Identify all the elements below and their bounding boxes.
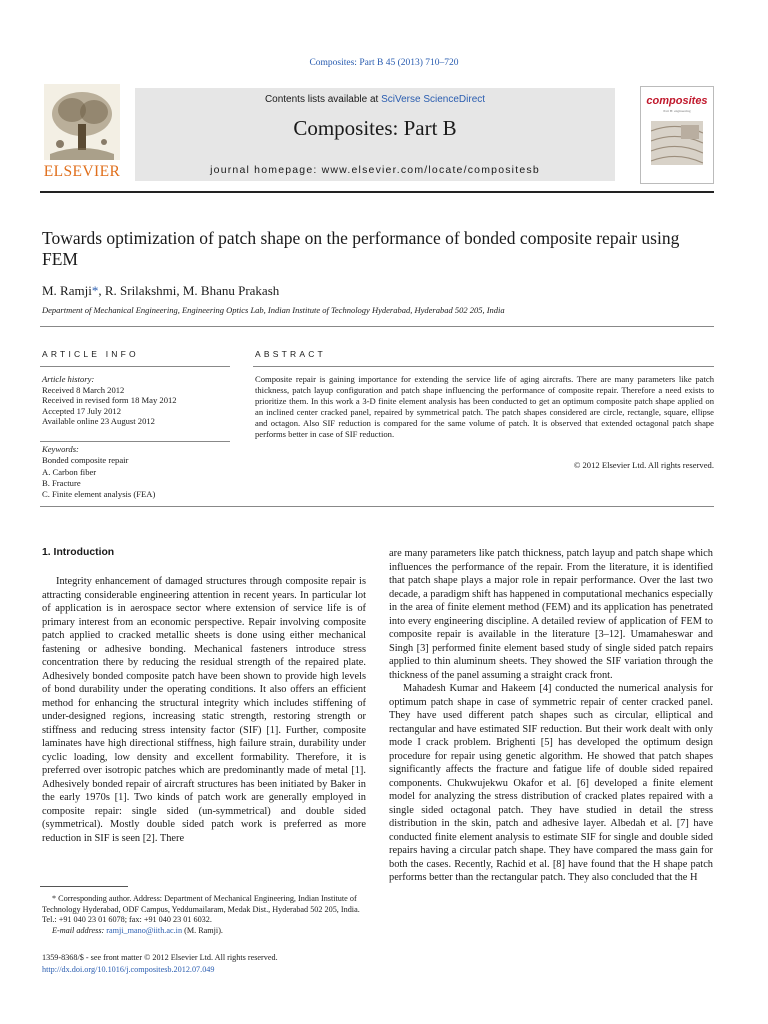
page-footer xyxy=(42,952,372,976)
email-link[interactable]: ramji_mano@iith.ac.in xyxy=(106,926,183,936)
keywords-divider xyxy=(40,441,230,442)
paper-title: Towards optimization of patch shape on the performance of bonded composite repair using FEM xyxy=(42,228,680,269)
sciencedirect-link[interactable]: SciVerse ScienceDirect xyxy=(381,94,486,105)
footnote-mark: * xyxy=(52,894,57,903)
body-paragraph: Integrity enhancement of damaged structures through composite repair is attracting considerable engineering attention in recent years. In particular lot of application is in aerospace sector where extension of service life is of primary interest from an economic perspective. Repair involving composite patch applied to cracked metallic sheets is done using either mechanical fastening or adhesive bonding. Mechanical fasteners introduce stress concentration there by reducing the residual strength of the repaired plate. Adhesively bonded composite patch have been shown to provide high levels of bond durability under the operating conditions. It also offers an efficient method for enhancing the structural integrity which includes stiffening of under-designed regions, increasing static strength, restoring strength or stiffness and reducing stress intensity factor (SIF) [1]. Further, composite laminates have high directional stiffness, high failure strain, durability under cyclic loading, low density and excellent formability. Therefore, it is preferred over isotropic patches which are predominantly made of metal [1]. Adhesively bonded repair of aircraft structures has been initiated by Baker in the early 1970s [1]. Two kinds of patch work are generally employed in composite repair: single sided (un-symmetrical) and double sided (symmetrical). Mostly double sided patch work is preferred as more reduction in SIF is seen [2]. There xyxy=(42,576,366,844)
author-list xyxy=(42,283,279,299)
journal-citation[interactable]: Composites: Part B 45 (2013) 710–720 xyxy=(309,58,459,68)
author-affiliation: Department of Mechanical Engineering, Engineering Optics Lab, Indian Institute of Technology Hyderabad, Hyderabad 502 205, India xyxy=(42,305,505,315)
article-info-divider xyxy=(40,366,230,367)
cover-image-icon xyxy=(651,121,703,165)
elsevier-wordmark: ELSEVIER xyxy=(43,163,121,180)
keyword-item: Bonded composite repair xyxy=(42,455,129,466)
contents-prefix: Contents lists available at xyxy=(264,94,382,105)
history-item: Accepted 17 July 2012 xyxy=(42,405,121,416)
cover-subtitle: Part B: engineering xyxy=(663,109,691,113)
body-paragraph: are many parameters like patch thickness, patch layup and patch shape which influences the performance of the repair. From the literature, it is identified that patch shape plays a major role in repair performance. Over the last two decade, a paradigm shift has happened in computational mechanics especially in the area of finite element method (FEM) and its application has penetrated into every engineering discipline. A detailed review of application of FEM to composite repair is available in the literature [3–12]. Umamaheswar and Singh [3] performed finite element based study of single sided patch repairs applied to thin aluminum sheets. They showed the SIF variation through the thickness of the panel assuming a straight crack front. xyxy=(389,548,713,681)
author-others: , R. Srilakshmi, M. Bhanu Prakash xyxy=(98,283,280,298)
footnote-corresponding xyxy=(42,894,372,926)
footnote-text: Corresponding author. Address: Department of Mechanical Engineering, Indian Institute of Technology Hyderabad, ODF Campus, Yeddumailaram, Medak Dist., Hyderabad 502 205, India. Tel.: +91 040 23 01 6078; fax: +91 040 23 01 6032. xyxy=(42,894,360,925)
keyword-item: A. Carbon fiber xyxy=(42,466,97,477)
author-primary: M. Ramji xyxy=(42,283,92,298)
body-column-right xyxy=(389,547,713,885)
corresponding-author-mark[interactable]: * xyxy=(91,283,99,298)
keyword-item: B. Fracture xyxy=(42,477,81,488)
doi-link[interactable]: http://dx.doi.org/10.1016/j.compositesb.2012.07.049 xyxy=(42,965,215,974)
corresponding-author-footnote xyxy=(42,894,372,937)
abstract-heading: ABSTRACT xyxy=(255,349,326,359)
abstract-bottom-divider xyxy=(40,506,714,507)
journal-cover-thumbnail xyxy=(640,86,714,184)
abstract-copyright: © 2012 Elsevier Ltd. All rights reserved. xyxy=(573,460,714,470)
elsevier-logo xyxy=(40,84,124,182)
footnote-email-line xyxy=(42,926,372,937)
email-owner: (M. Ramji). xyxy=(184,926,223,936)
cover-title: composites xyxy=(646,95,708,107)
history-item: Received 8 March 2012 xyxy=(42,384,125,395)
article-history xyxy=(42,374,242,427)
history-item: Available online 23 August 2012 xyxy=(42,416,155,427)
elsevier-tree-icon xyxy=(44,84,120,160)
front-matter-note: 1359-8368/$ - see front matter © 2012 Elsevier Ltd. All rights reserved. xyxy=(42,953,278,962)
keywords-label: Keywords: xyxy=(42,444,79,454)
journal-name: Composites: Part B xyxy=(293,116,457,140)
abstract-divider xyxy=(253,366,714,367)
abstract-text: Composite repair is gaining importance for extending the service life of aging aircrafts. There are many parameters like patch thickness, patch layup configuration and patch shape influencing the performance of composite repair. Therefore a need exists to prioritize them. In this work a 3-D finite element analysis has been conducted to get an optimum composite patch shape applied on an inclined center cracked panel, repaired by symmetrical patch. The patch shapes considered are circle, rectangle, square, ellipse and octagon. Also SIF reduction is compared for the same volume of patch. It is observed that extended octagonal patch shape performs better in case of SIF reduction. xyxy=(255,374,714,440)
section-heading-introduction: 1. Introduction xyxy=(42,547,115,558)
keyword-item: C. Finite element analysis (FEA) xyxy=(42,489,156,500)
header-divider xyxy=(40,191,714,193)
keywords-block xyxy=(42,444,242,500)
contents-line xyxy=(135,94,615,105)
affiliation-divider xyxy=(40,326,714,327)
journal-homepage[interactable]: journal homepage: www.elsevier.com/locate/compositesb xyxy=(210,164,540,176)
journal-header-box xyxy=(135,88,615,181)
footnote-divider xyxy=(40,886,128,887)
email-label: E-mail address: xyxy=(52,926,105,936)
history-item: Received in revised form 18 May 2012 xyxy=(42,395,177,406)
history-label: Article history: xyxy=(42,374,95,384)
body-column-left xyxy=(42,575,366,845)
article-info-heading: ARTICLE INFO xyxy=(42,349,139,359)
body-paragraph: Mahadesh Kumar and Hakeem [4] conducted the numerical analysis for optimum patch shape in case of symmetric repair of center cracked panel. They have used different patch shapes such as circular, elliptical and rectangular and have estimated SIF reduction. But their work dealt with only mode I crack problem. Brighenti [5] has developed the optimum design procedure for repair using genetic algorithm. He showed that patch shapes significantly affects the fracture and fatigue life of double sided repaired components. Chukwujekwu Okafor et al. [6] developed a finite element model for analyzing the stress distribution of cracked plates repaired with a single sided octagonal patch. They have studied in detail the stress distribution in the skin, patch and adhesive layer. Albedah et al. [7] have conducted finite element analysis to estimate SIF for single and double sided repairs having a circular patch shape. They have compared the mass gain for both the cases. Recently, Rachid et al. [8] have found that the H shape patch performs better than the rectangular patch. They also concluded that the H xyxy=(389,683,713,883)
